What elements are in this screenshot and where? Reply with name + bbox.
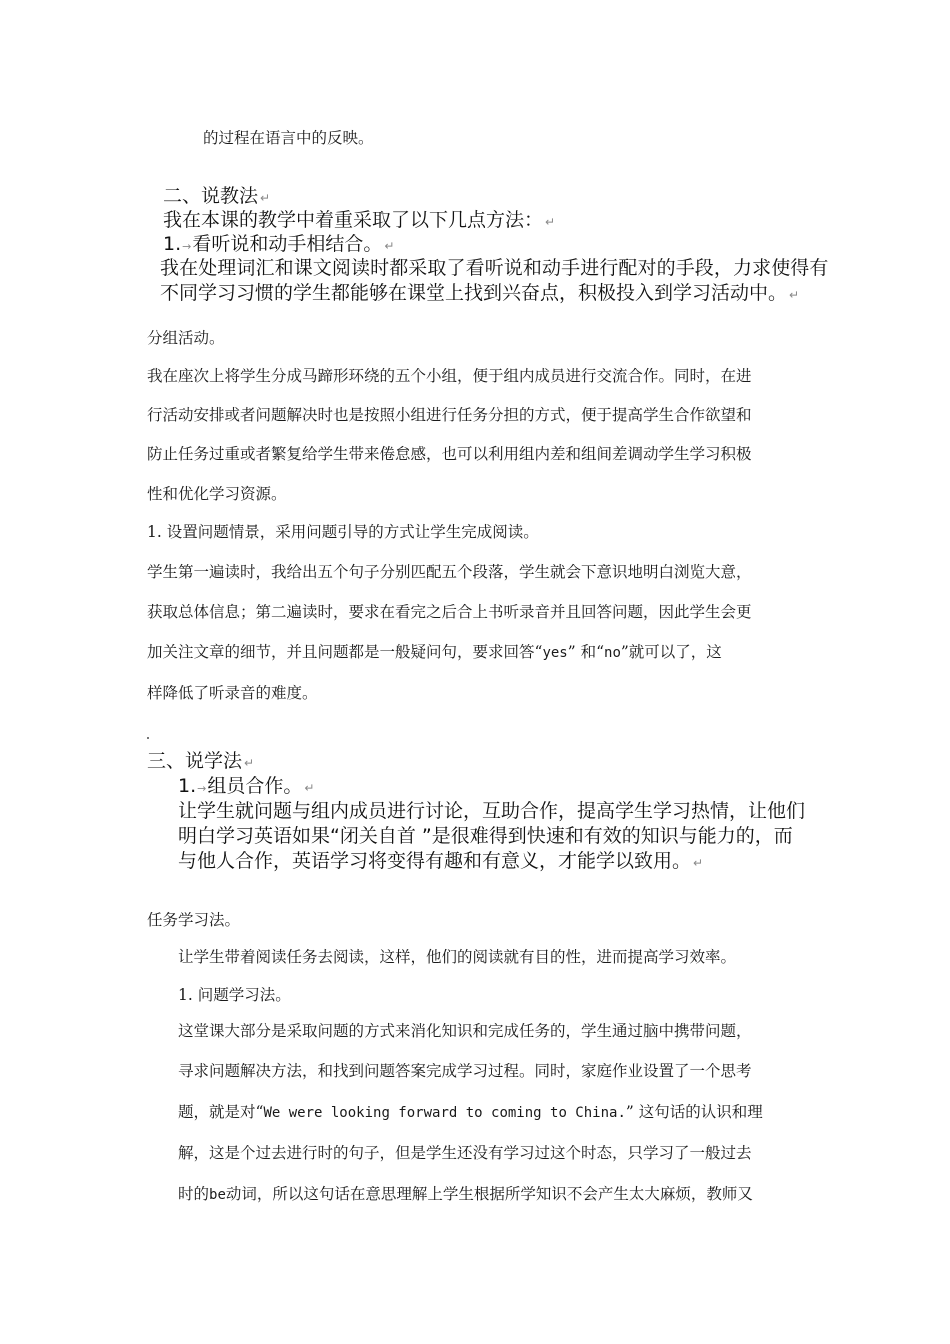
paragraph-mark-icon: ↵ [545,215,556,229]
question-situation-title: 1. 设置问题情景，采用问题引导的方式让学生完成阅读。 [147,523,539,541]
task-method-title: 任务学习法。 [147,911,241,929]
question-situation-line: 获取总体信息；第二遍读时，要求在看完之后合上书听录音并且回答问题，因此学生会更 [147,603,752,621]
heading-text: 二、说教法 [163,185,259,207]
paragraph-mark-icon: ↵ [384,239,395,253]
tab-arrow-icon: → [197,782,207,795]
item-title-text: 组员合作。 [207,775,303,797]
group-activity-line: 性和优化学习资源。 [147,485,287,503]
body-text: 与他人合作，英语学习将变得有趣和有意义，才能学以致用。 [178,850,692,872]
intro-text: 我在本课的教学中着重采取了以下几点方法： [163,209,544,231]
method-item-body-line [160,281,799,307]
paragraph-mark-icon: ↵ [789,288,800,302]
section-intro [163,208,555,234]
question-situation-line [147,642,722,663]
question-method-line: 解，这是个过去进行时的句子，但是学生还没有学习过这个时态，只学习了一般过去 [178,1144,752,1162]
item-number: 1. [163,233,182,255]
line-text: ” 和“ [567,643,605,661]
paragraph-mark-icon: ↵ [260,191,271,205]
line-text: 动词，所以这句话在意思理解上学生根据所学知识不会产生太大麻烦，教师又 [225,1185,753,1203]
line-text: ”就可以了，这 [620,643,722,661]
question-situation-line: 学生第一遍读时，我给出五个句子分别匹配五个段落，学生就会下意识地明白浏览大意， [147,563,752,581]
question-method-line [178,1184,753,1205]
question-method-line: 这堂课大部分是采取问题的方式来消化知识和完成任务的，学生通过脑中携带问题， [178,1022,752,1040]
line-text: 加关注文章的细节，并且问题都是一般疑问句，要求回答“ [147,643,543,661]
item-title-text: 看听说和动手相结合。 [192,233,383,255]
item-number: 1. [178,775,197,797]
yes-word: yes [542,645,568,661]
group-activity-line: 行活动安排或者问题解决时也是按照小组进行任务分担的方式，便于提高学生合作欲望和 [147,406,752,424]
stray-dot [147,737,149,739]
learning-item-body-line [178,849,703,875]
paragraph-mark-icon: ↵ [244,756,255,770]
section-heading-teaching-methods [163,184,270,210]
learning-item-body-line: 让学生就问题与组内成员进行讨论，互助合作，提高学生学习热情，让他们 [178,800,806,822]
no-word: no [604,645,621,661]
line-text: 时的 [178,1185,210,1203]
line-text: 题，就是对“ [178,1103,264,1121]
task-method-body: 让学生带着阅读任务去阅读，这样，他们的阅读就有目的性，进而提高学习效率。 [178,948,737,966]
line-text: ” 这句话的认识和理 [625,1103,763,1121]
learning-item-title [178,774,314,801]
question-method-line: 寻求问题解决方法，和找到问题答案完成学习过程。同时，家庭作业设置了一个思考 [178,1062,752,1080]
question-method-title: 1. 问题学习法。 [178,986,291,1004]
group-activity-line: 我在座次上将学生分成马蹄形环绕的五个小组，便于组内成员进行交流合作。同时，在进 [147,367,752,385]
paragraph-mark-icon: ↵ [304,781,315,795]
group-activity-title: 分组活动。 [147,329,225,347]
body-text: 不同学习习惯的学生都能够在课堂上找到兴奋点，积极投入到学习活动中。 [160,282,788,304]
heading-text: 三、说学法 [147,750,243,772]
tab-arrow-icon: → [182,240,192,253]
method-item-title [163,232,394,259]
english-sentence: We were looking forward to coming to China. [263,1105,626,1121]
section-heading-learning-methods [147,749,254,775]
be-word: be [209,1187,226,1203]
method-item-body-line: 我在处理词汇和课文阅读时都采取了看听说和动手进行配对的手段，力求使得有 [160,257,829,279]
group-activity-line: 防止任务过重或者繁复给学生带来倦怠感，也可以利用组内差和组间差调动学生学习积极 [147,445,752,463]
continuation-line: 的过程在语言中的反映。 [203,129,374,147]
paragraph-mark-icon: ↵ [693,856,704,870]
question-situation-line: 样降低了听录音的难度。 [147,684,318,702]
question-method-line [178,1102,763,1123]
learning-item-body-line: 明白学习英语如果“闭关自首 ”是很难得到快速和有效的知识与能力的，而 [178,825,793,847]
